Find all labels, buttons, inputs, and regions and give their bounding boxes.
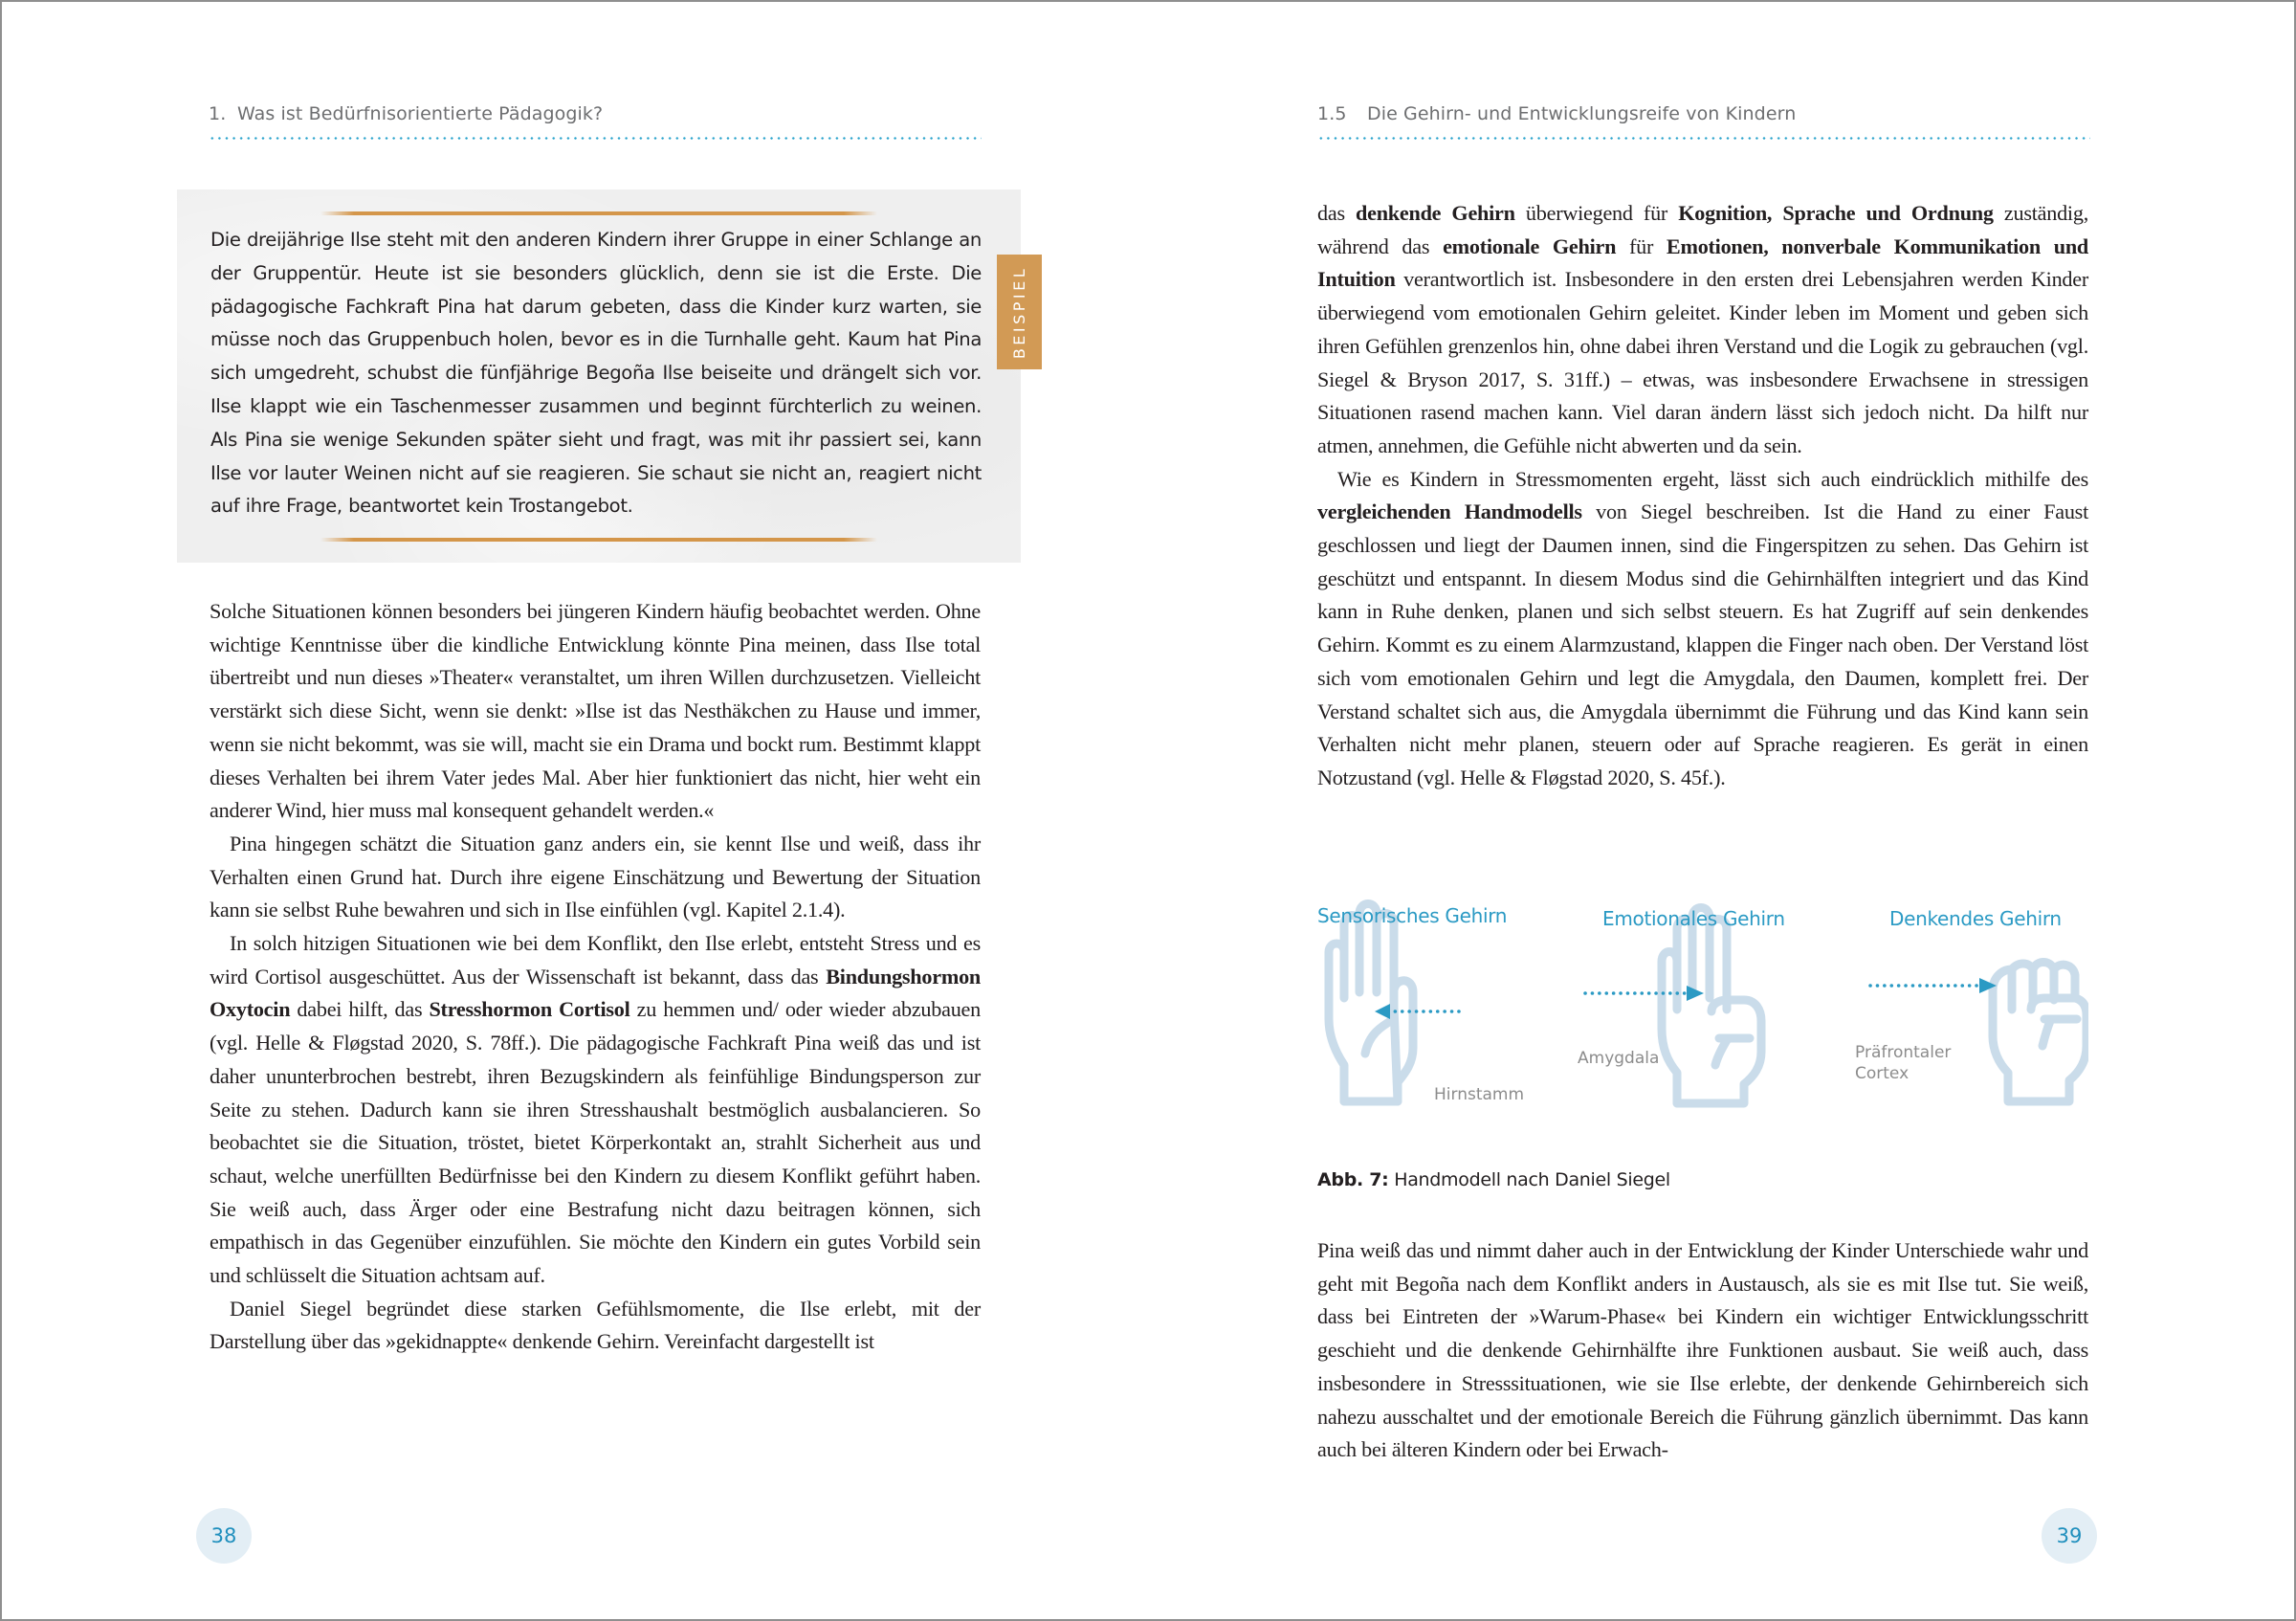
text-run: Wie es Kindern in Stressmomenten ergeht, lässt sich auch eindrücklich mithilfe des	[1337, 466, 2088, 491]
text-run: Pina hingegen schätzt die Situation ganz anders ein, sie kennt Ilse und weiß, dass ihr Verhalten einen Grund hat. Durch ihre eigene Einschätzung und Bewertung der Situation kann sie selbst Ruhe bewahren und sich in Ilse einfühlen (vgl. Kapitel 2.1.4).	[210, 831, 981, 922]
text-run: verantwortlich ist. Insbesondere in den ersten drei Lebensjahren werden Kinder überwiegend vom emotionalen Gehirn geleitet. Kinder leben im Moment und geben sich ihren Gefühlen grenzenlos hin, ohne dabei ihren Verstand und die Logik zu gebrauchen (vgl. Siegel & Bryson 2017, S. 31ff.) – etwas, was insbesondere Erwachsene in stressigen Situationen rasend machen kann. Viel daran ändern lässt sich jedoch nicht. Da hilft nur atmen, annehmen, die Gefühle nicht abwerten und da sein.	[1317, 267, 2088, 457]
text-run: überwiegend für	[1514, 201, 1679, 225]
paragraph	[210, 927, 981, 1293]
header-dotted-rule	[209, 137, 982, 140]
example-text: Die dreijährige Ilse steht mit den anderen Kindern ihrer Gruppe in einer Schlange an der Gruppentür. Heute ist sie besonders glücklich, denn sie ist die Erste. Die pädagogische Fachkraft Pina hat darum gebeten, dass die Kinder kurz warten, sie müsse noch das Gruppenbuch holen, bevor es in die Turnhalle geht. Kaum hat Pina sich umgedreht, schubst die fünfjährige Begoña Ilse beiseite und drängelt sich vor. Ilse klappt wie ein Taschenmesser zusammen und beginnt fürchterlich zu weinen. Als Pina sie wenige Sekunden später sieht und fragt, was mit ihr passiert sei, kann Ilse vor lauter Weinen nicht auf sie reagieren. Sie schaut sie nicht an, reagiert nicht auf ihre Frage, beantwortet kein Trostangebot.	[210, 229, 982, 518]
paragraph	[1317, 1234, 2088, 1467]
text-run: zuständig, während das	[1317, 201, 2088, 258]
left-body-text	[210, 595, 981, 1359]
paragraph	[210, 1293, 981, 1359]
text-run: Solche Situationen können besonders bei jüngeren Kindern häufig beobachtet werden. Ohne wichtige Kenntnisse über die kindliche Entwicklung könnte Pina meinen, dass Ilse total übertreibt und nun dieses »Theater« veranstaltet, um ihren Willen durchzusetzen. Vielleicht verstärkt sich diese Sicht, wenn sie denkt: »Ilse ist das Nesthäkchen zu Hause und immer, wenn sie nicht bekommt, was sie will, macht sie ein Drama und bockt rum. Bestimmt klappt dieses Verhalten bei ihrem Vater jedes Mal. Aber hier funktioniert das nicht, hier weht ein anderer Wind, hier muss mal konsequent gehandelt werden.«	[210, 599, 981, 823]
amygdala-arrow	[1585, 986, 1704, 1001]
text-run: Pina weiß das und nimmt daher auch in der Entwicklung der Kinder Unterschiede wahr und geht mit Begoña nach dem Konflikt anders in Austausch, als sie es mit Ilse tut. Sie weiß, dass bei Eintreten der »Warum-Phase« bei Kindern ein wichtiger Entwicklungsschritt geschieht und die denkende Gehirnhälfte ihre Funktionen ausbaut. Sie weiß auch, dass insbesondere in Stresssituationen, wie sie Ilse erlebte, der denkende Gehirnbereich sich nahezu ausschaltet und der emotionale Bereich die Führung gänzlich übernimmt. Das kann auch bei älteren Kindern oder bei Erwach-	[1317, 1238, 2088, 1462]
bold-term: denkende Gehirn	[1356, 201, 1515, 225]
fist-icon	[1993, 963, 2086, 1102]
chapter-number: 1.	[209, 103, 227, 124]
page-number-right: 39	[2042, 1508, 2097, 1564]
open-hand-icon	[1329, 904, 1413, 1102]
text-run: In solch hitzigen Situationen wie bei dem Konflikt, den Ilse erlebt, entsteht Stress und es wird Cortisol ausgeschüttet. Aus der Wissenschaft ist bekannt, dass das	[210, 931, 981, 988]
caption-prefix: Abb. 7:	[1317, 1169, 1389, 1190]
bold-term: emotionale Gehirn	[1443, 233, 1617, 258]
section-title: Die Gehirn- und Entwicklungsreife von Kindern	[1367, 103, 1797, 124]
label-amygdala: Amygdala	[1578, 1049, 1660, 1068]
page-border-top	[0, 0, 2296, 2]
paragraph	[210, 828, 981, 927]
paragraph	[1317, 197, 2088, 463]
page-border-left	[0, 0, 2, 1621]
example-tag-label: BEISPIEL	[1010, 265, 1029, 359]
panel-title-sensory: Sensorisches Gehirn	[1317, 904, 1508, 927]
example-bottom-rule	[320, 538, 877, 542]
cortex-arrow	[1870, 978, 1997, 993]
right-body-text-bottom	[1317, 1234, 2088, 1467]
text-run: Daniel Siegel begründet diese starken Gefühlsmomente, die Ilse erlebt, mit der Darstellung über das »gekidnappte« denkende Gehirn. Vereinfacht dargestellt ist	[210, 1296, 981, 1354]
example-box	[177, 189, 1021, 563]
label-cortex-line1: Präfrontaler	[1855, 1043, 1952, 1062]
text-run: von Siegel beschreiben. Ist die Hand zu einer Faust geschlossen und liegt der Daumen innen, sind die Fingerspitzen zu sehen. Das Gehirn ist geschützt und entspannt. In diesem Modus sind die Gehirnhälften integriert und das Kind kann in Ruhe denken, planen und sich selbst steuern. Es hat Zugriff auf sein denkendes Gehirn. Kommt es zu einem Alarmzustand, klappen die Finger nach oben. Der Verstand löst sich vom emotionalen Gehirn und legt die Amygdala, den Daumen, komplett frei. Der Verstand schaltet sich aus, die Amygdala übernimmt die Führung und das Kind kann sein Verhalten nicht mehr planen, steuern oder auf Sprache reagieren. Es gerät in einen Notzustand (vgl. Helle & Fløgstad 2020, S. 45f.).	[1317, 500, 2088, 789]
example-top-rule	[320, 211, 877, 215]
bold-term: Bindungshormon Oxytocin	[210, 964, 981, 1022]
bold-term: Emotionen, nonverbale Kommunikation und Intuition	[1317, 233, 2088, 292]
example-tag	[997, 255, 1042, 369]
text-run: dabei hilft, das	[290, 997, 430, 1022]
label-hirnstamm: Hirnstamm	[1434, 1085, 1525, 1104]
caption-text: Handmodell nach Daniel Siegel	[1388, 1169, 1670, 1190]
panel-title-thinking: Denkendes Gehirn	[1889, 907, 2062, 930]
label-cortex-line2: Cortex	[1855, 1064, 1910, 1083]
thumb-folded-hand-icon	[1662, 908, 1761, 1104]
paragraph	[210, 595, 981, 828]
text-run: das	[1317, 201, 1357, 225]
panel-title-emotional: Emotionales Gehirn	[1602, 907, 1785, 930]
header-dotted-rule-right	[1317, 137, 2090, 140]
chapter-title: Was ist Bedürfnisorientierte Pädagogik?	[237, 103, 604, 124]
running-head-right	[1317, 103, 1796, 132]
text-run: zu hemmen und/ oder wieder abzubauen (vgl. Helle & Fløgstad 2020, S. 78ff.). Die pädagogische Fachkraft Pina weiß das und ist daher ununterbrochen bestrebt, ihren Bezugskindern als feinfühlige Bindungsperson zur Seite zu stehen. Dadurch kann sie ihren Stresshaushalt bestmöglich ausbalancieren. So beobachtet sie die Situation, tröstet, bietet Körperkontakt an, strahlt Sicherheit aus und schaut, welche unerfüllten Bedürfnisse bei den Kindern zu diesem Konflikt geführt haben. Sie weiß auch, dass Ärger oder eine Bestrafung nicht dazu beitragen können, sich empathisch in das Gegenüber einzufühlen. Sie möchte den Kindern ein gutes Vorbild sein und schlüsselt die Situation achtsam auf.	[210, 997, 982, 1288]
page-number-left: 38	[196, 1508, 252, 1564]
right-body-text-top	[1317, 197, 2088, 795]
text-run: für	[1616, 233, 1667, 258]
section-number: 1.5	[1317, 103, 1347, 124]
bold-term: Stresshormon Cortisol	[429, 997, 630, 1022]
figure-caption	[1317, 1169, 1670, 1190]
bold-term: vergleichenden Handmodells	[1317, 500, 1582, 524]
running-head-left	[209, 103, 603, 132]
bold-term: Kognition, Sprache und Ordnung	[1678, 201, 1994, 225]
hand-model-figure	[1317, 885, 2088, 1163]
paragraph	[1317, 463, 2088, 795]
